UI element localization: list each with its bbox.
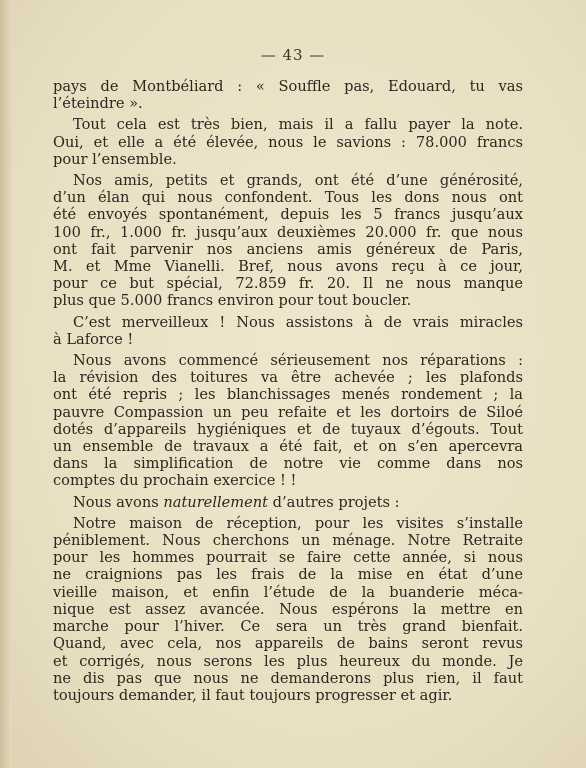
text-line: Nous avons commencé sérieusement nos réparations : (73, 352, 523, 370)
text-line: été envoyés spontanément, depuis les 5 francs jusqu’aux (53, 206, 523, 224)
text-line: comptes du prochain exercice ! ! (53, 472, 297, 490)
text-line: la révision des toitures va être achevée ; les plafonds (53, 369, 523, 387)
paragraph (53, 314, 523, 348)
page-number: — 43 — (260, 46, 326, 64)
text-line: pour ce but spécial, 72.859 fr. 20. Il ne nous manque (53, 275, 523, 293)
text-line: ont été repris ; les blanchissages menés rondement ; la (53, 386, 523, 404)
text-line: d’un élan qui nous confondent. Tous les dons nous ont (53, 189, 523, 207)
text-line: marche pour l’hiver. Ce sera un très grand bienfait. (53, 618, 523, 636)
text-line: toujours demander, il faut toujours progresser et agir. (53, 686, 453, 704)
text-line: dans la simplification de notre vie comme dans nos (53, 455, 523, 473)
text-line: péniblement. Nous cherchons un ménage. Notre Retraite (53, 532, 523, 550)
text-line: nique est assez avancée. Nous espérons la mettre en (53, 600, 523, 618)
text-line: Nos amis, petits et grands, ont été d’une générosité, (73, 172, 523, 190)
text-line: vieille maison, et enfin l’étude de la buanderie méca- (53, 583, 523, 601)
paragraph (53, 352, 523, 490)
text-line: pour les hommes pourrait se faire cette année, si nous (53, 549, 523, 567)
page-body-text (53, 78, 523, 708)
text-line: Nous avons naturellement d’autres projets : (73, 493, 400, 511)
paragraph (53, 116, 523, 168)
text-line: à Laforce ! (53, 330, 134, 348)
text-line: ont fait parvenir nos anciens amis généreux de Paris, (53, 240, 523, 258)
text-line: plus que 5.000 francs environ pour tout boucler. (53, 292, 412, 310)
emphasis: naturellement (163, 493, 269, 511)
text-line: ne dis pas que nous ne demanderons plus rien, il faut (53, 669, 523, 687)
page-gutter-shadow (0, 0, 12, 768)
paragraph (53, 515, 523, 704)
text-line: Notre maison de réception, pour les visites s’installe (73, 514, 523, 532)
text-line: l’éteindre ». (53, 95, 143, 113)
text-line: pauvre Compassion un peu refaite et les dortoirs de Siloé (53, 403, 523, 421)
paragraph (53, 172, 523, 310)
text-line: Tout cela est très bien, mais il a fallu payer la note. (73, 116, 523, 134)
text-line: dotés d’appareils hygiéniques et de tuyaux d’égouts. Tout (53, 420, 523, 438)
text-line: pays de Montbéliard : « Souffle pas, Edouard, tu vas (53, 78, 523, 95)
text-line: un ensemble de travaux a été fait, et on s’en apercevra (53, 438, 523, 456)
text-line: 100 fr., 1.000 fr. jusqu’aux deuxièmes 20.000 fr. que nous (53, 223, 523, 241)
paragraph (53, 494, 523, 511)
text-line: ne craignions pas les frais de la mise en état d’une (53, 566, 523, 584)
text-line: C’est merveilleux ! Nous assistons à de vrais miracles (73, 313, 523, 331)
paragraph (53, 78, 523, 112)
text-line: Quand, avec cela, nos appareils de bains seront revus (53, 635, 523, 653)
text-line: Oui, et elle a été élevée, nous le savions : 78.000 francs (53, 133, 523, 151)
text-line: M. et Mme Vianelli. Bref, nous avons reçu à ce jour, (53, 258, 523, 276)
text-line: et corrigés, nous serons les plus heureux du monde. Je (53, 652, 523, 670)
text-line: pour l’ensemble. (53, 150, 177, 168)
